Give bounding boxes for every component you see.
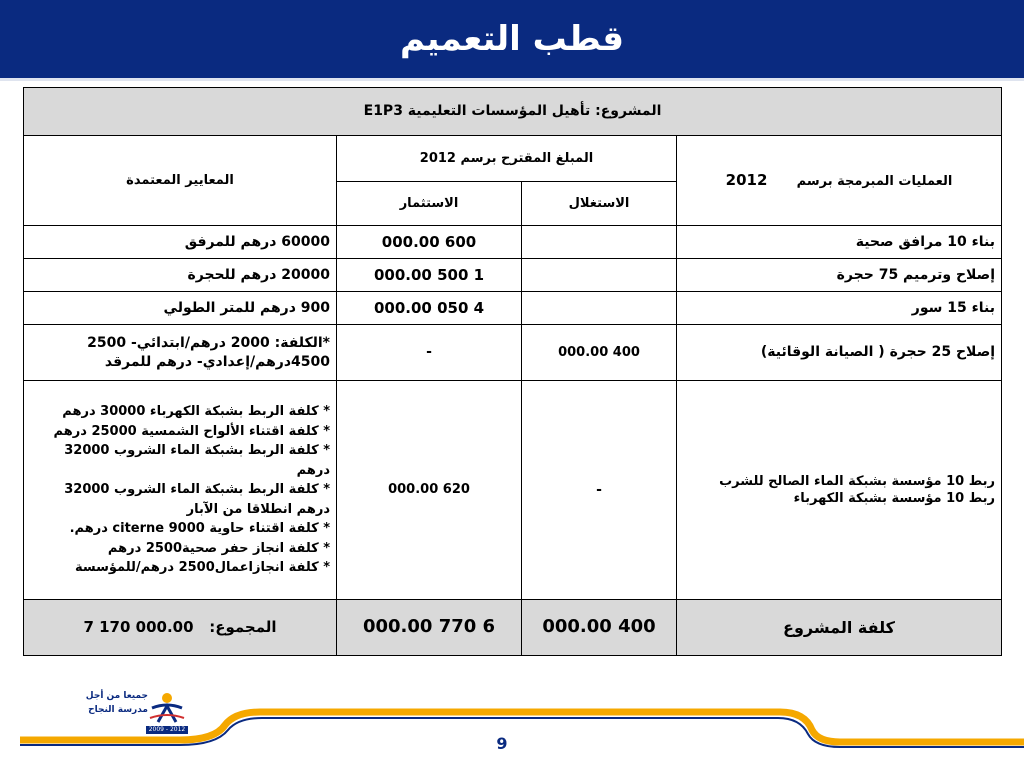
- col-amount-header: المبلغ المقترح برسم 2012: [337, 136, 677, 182]
- logo: [56, 690, 148, 717]
- project-table: [23, 87, 1002, 656]
- operation-cell: إصلاح 25 حجرة ( الصيانة الوقائية): [677, 325, 1002, 381]
- total-operating: 400 000.00: [522, 599, 677, 655]
- criteria-line: * كلفة الربط بشبكة الماء الشروب 32000: [64, 443, 331, 459]
- total-sum-value: 7 170 000.00: [83, 618, 194, 637]
- criteria-cell: [24, 325, 337, 381]
- table-row: [24, 259, 1002, 292]
- operation-cell: بناء 10 مرافق صحية: [677, 226, 1002, 259]
- criteria-line: * كلفة اقتناء حاوية citerne 9000 درهم.: [69, 521, 331, 537]
- logo-years: 2009 - 2012: [146, 726, 188, 734]
- criteria-cell: 60000 درهم للمرفق: [24, 226, 337, 259]
- criteria-cell: [24, 381, 337, 599]
- col-criteria-header: المعايير المعتمدة: [24, 136, 337, 226]
- slide-title: قطب التعميم: [399, 19, 625, 59]
- table-title-row: [24, 88, 1002, 136]
- table-row: [24, 292, 1002, 325]
- total-label: كلفة المشروع: [677, 599, 1002, 655]
- operation-cell: بناء 15 سور: [677, 292, 1002, 325]
- page-number: 9: [496, 734, 508, 753]
- investment-cell: 620 000.00: [337, 381, 522, 599]
- operating-cell: [522, 226, 677, 259]
- table-row: [24, 226, 1002, 259]
- header-row-1: [24, 136, 1002, 182]
- col-operating-header: الاستغلال: [522, 182, 677, 226]
- logo-line-1: جميعا من أجل: [85, 691, 148, 701]
- criteria-line: 4500درهم/إعدادي- درهم للمرقد: [104, 353, 331, 370]
- total-sum-label: المجموع:: [209, 618, 277, 637]
- criteria-line: درهم انطلاقا من الآبار: [186, 501, 331, 517]
- operation-cell: [677, 381, 1002, 599]
- project-title: المشروع: تأهيل المؤسسات التعليمية E1P3: [24, 88, 1002, 136]
- criteria-cell: 900 درهم للمتر الطولي: [24, 292, 337, 325]
- table-row: [24, 381, 1002, 599]
- investment-cell: 4 050 000.00: [337, 292, 522, 325]
- logo-line-2: مدرسة النجاح: [88, 704, 148, 715]
- criteria-line: *الكلفة: 2000 درهم/ابتدائي- 2500: [87, 335, 331, 352]
- criteria-cell: 20000 درهم للحجرة: [24, 259, 337, 292]
- col-investment-header: الاستثمار: [337, 182, 522, 226]
- operation-line: ربط 10 مؤسسة بشبكة الكهرباء: [793, 491, 996, 507]
- criteria-line: * كلفة اقتناء الألواح الشمسية 25000 درهم: [53, 423, 331, 439]
- operating-cell: [522, 259, 677, 292]
- investment-cell: 1 500 000.00: [337, 259, 522, 292]
- criteria-line: درهم: [296, 462, 331, 478]
- investment-cell: -: [337, 325, 522, 381]
- operating-cell: [522, 292, 677, 325]
- operation-line: ربط 10 مؤسسة بشبكة الماء الصالح للشرب: [719, 473, 996, 489]
- criteria-line: * كلفة انجاز حفر صحية2500 درهم: [107, 540, 331, 556]
- investment-cell: 600 000.00: [337, 226, 522, 259]
- criteria-line: * كلفة الربط بشبكة الكهرباء 30000 درهم: [62, 404, 331, 420]
- criteria-line: * كلفة الربط بشبكة الماء الشروب 32000: [64, 482, 331, 498]
- criteria-line: * كلفة انجازاعمال2500 درهم/للمؤسسة: [74, 560, 331, 576]
- col-operations-header: [677, 136, 1002, 226]
- col-operations-year: 2012: [725, 171, 768, 190]
- col-operations-label: العمليات المبرمجة برسم: [796, 174, 953, 190]
- operating-cell: -: [522, 381, 677, 599]
- logo-emblem-icon: [148, 688, 186, 726]
- slide-header: [0, 0, 1024, 81]
- operation-cell: إصلاح وترميم 75 حجرة: [677, 259, 1002, 292]
- table-row: [24, 325, 1002, 381]
- total-row: [24, 599, 1002, 655]
- total-sum-cell: [24, 599, 337, 655]
- operating-cell: 400 000.00: [522, 325, 677, 381]
- total-investment: 6 770 000.00: [337, 599, 522, 655]
